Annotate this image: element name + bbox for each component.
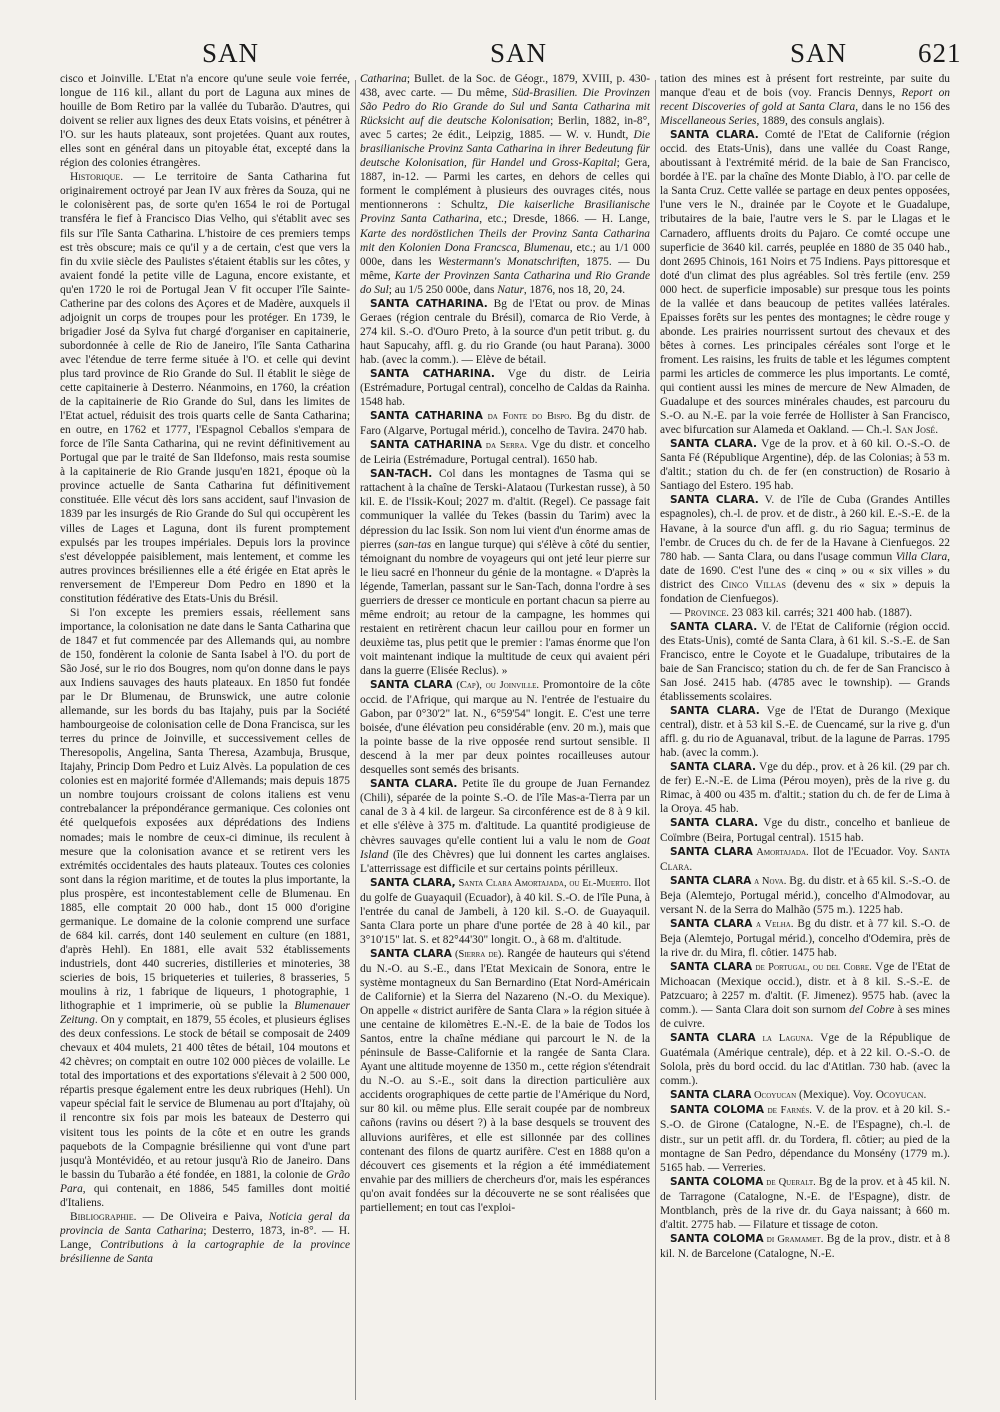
entry bbox=[360, 438, 650, 467]
entry-headword: SANTA CLARA. bbox=[670, 438, 757, 451]
italic-term: san-tas bbox=[398, 538, 432, 551]
small-caps-term: Cinco Villas bbox=[720, 578, 786, 591]
section-label: — Province. bbox=[670, 606, 729, 619]
entry-headword: SANTA CLARA bbox=[370, 679, 453, 692]
italic-title: Contributions à la cartographie de la province brésilienne de Santa bbox=[60, 1238, 350, 1265]
italic-title: Report on recent Discoveries of gold at Santa Clara bbox=[660, 87, 950, 114]
paragraph-text: , qui contenait, en 1886, 545 familles dont moitié d'Italiens. bbox=[60, 1182, 350, 1209]
entry-headword: SAN-TACH. bbox=[370, 468, 433, 481]
entry bbox=[660, 874, 950, 917]
italic-term: del Cobre bbox=[849, 1004, 895, 1017]
entry bbox=[660, 493, 950, 605]
paragraph-text: ; Desterro, 1873, in-8°. — H. Lange, bbox=[60, 1224, 350, 1251]
entry bbox=[660, 1103, 950, 1174]
entry-subhead: di Gramamet. bbox=[763, 1233, 824, 1245]
entry-text: (île des Chèvres) que lui donnent les cartes anglaises. L'atterrissage est difficile et sur certains points périlleux. bbox=[360, 848, 650, 875]
italic-title: Karte der Provinzen Santa Catharina und Rio Grande do Sul bbox=[360, 269, 650, 296]
entry bbox=[360, 367, 650, 409]
italic-title: Westermann's Monatschriften bbox=[437, 255, 577, 268]
entry-subhead: (Sierra de). bbox=[451, 948, 504, 960]
paragraph-text: . On y comptait, en 1879, 55 écoles, et plusieurs églises des deux confessions. Le stock de bétail se composait de 2409 chevaux et 404 mulets, 21 400 têtes de bétail, 104 moutons et 42 chèvres; on comptait en outre 102 000 pièces de volaille. Le total des importations et des exportations s'élevait à 2 500 000, répartis presque également entre les deux rubriques (Hehl). Un vapeur spécial fait le service de Blumenau au port d'Itajahy, où il rencontre six fois par mois les bateaux de Desterro qui visitent tous les points de la côte et en outre les grands paquebots de la Compagnie brésilienne qui vont d'une part jusqu'à Montévidéo, et au retour jusqu'à Rio de Janeiro. Dans le bassin du Tubarão a été fondée, en 1881, la colonie de bbox=[60, 1014, 350, 1181]
entry-subhead: da Fonte do Bispo. bbox=[482, 411, 572, 423]
entry-headword: SANTA COLOMA bbox=[670, 1232, 764, 1245]
entry bbox=[660, 1175, 950, 1232]
section-label: Bibliographie. bbox=[70, 1210, 137, 1223]
italic-title: Noticia geral da provincia de Santa Catharina bbox=[60, 1210, 350, 1237]
entry-text: Ilot de l'Ecuador. Voy. bbox=[808, 845, 923, 858]
paragraph-text: ; Gera, 1887, in-12. — Parmi les cartes, en dehors de celles qui forment le complément à plusieurs des ouvrages cités, nous mentionnerons : Schultz, bbox=[360, 157, 650, 212]
paragraph-text: , 1875. — Du même, bbox=[360, 255, 650, 282]
column-right bbox=[660, 72, 950, 1402]
italic-term: Goat Island bbox=[360, 834, 650, 861]
entry-headword: SANTA CLARA, bbox=[370, 876, 456, 889]
entry-subhead: de Queralt. bbox=[763, 1176, 816, 1188]
cross-reference: San José. bbox=[895, 424, 939, 437]
entry-headword: SANTA CLARA. bbox=[670, 620, 758, 633]
italic-title: Grão Para bbox=[60, 1168, 350, 1195]
column-rule bbox=[655, 80, 656, 1400]
paragraph-text: ; au 1/5 250 000e, dans bbox=[388, 283, 498, 296]
entry-headword: SANTA CATHARINA. bbox=[370, 367, 495, 380]
paragraph-text: , etc.; Dresde, 1866. — H. Lange, bbox=[479, 213, 650, 226]
italic-term: Villa Clara bbox=[895, 550, 948, 563]
text-columns bbox=[60, 72, 950, 1402]
paragraph bbox=[360, 72, 650, 297]
entry-text: Bg du distr. et à 77 kil. S.-O. de Beja (Alemtejo, Portugal mérid.), concelho d'Odemira, près de la rive dr. du Mira, fl. côtier. 1475 hab. bbox=[660, 917, 950, 959]
italic-title: Die brasilianische Provinz Santa Catharina in ihrer Bedeutung für deutsche Kolonisation, für Handel und Gross-Kapital bbox=[360, 129, 650, 170]
entry-text: Rangée de hauteurs qui s'étend du N.-O. au S.-E., dans l'Etat Mexicain de Sonora, entre le système montagneux du San Bernardino (Etat Nord-Américain de Californie) et la Sierra del Nazareno (N.-O. du Mexique). On appelle « district aurifère de Santa Clara » la région située à une centaine de kilomètres E.-N.-E. de la baie de Todos los Santos, entre la chaîne médiane qui parcourt le N. de la péninsule de Basse-Californie et la rangée de Santa Clara. Ayant une altitude moyenne de 1350 m., cette région s'étendrait du N.-O. au S.-E., soit dans la direction particulière aux accidents orographiques de cette partie de l'Amérique du Nord, sur 80 kil. ou même plus. Elle serait coupée par de nombreux cañons (ravins ou désert ?) à la base desquels se trouvent des alluvions aurifères, et elle est sillonnée par des collines contenant des filons de quartz aurifère. C'est en 1888 qu'on a découvert ces gisements et la région a été immédiatement envahie par des milliers de chercheurs d'or, mais les espérances qu'on avait fondées sur la découverte ne se sont réalisées que partiellement; en tout cas l'exploi- bbox=[360, 947, 650, 1214]
paragraph: cisco et Joinville. L'Etat n'a encore qu'une seule voie ferrée, longue de 116 kil., allant du port de Laguna aux mines de houille de Bom Retiro par la vallée du Tubarão. D'autres, qui doivent se relier aux lignes des deux Etats voisins, et pénétrer à l'O. sur les hauts plateaux, sont projetées. Quant aux routes, elles sont en général dans un pitoyable état, excepté dans la région des colonies étrangères. bbox=[60, 73, 350, 170]
entry-text: 23 083 kil. carrés; 321 400 hab. (1887). bbox=[728, 606, 913, 619]
italic-title: Süd-Brasilien. Die Provinzen São Pedro do Rio Grande do Sul und Santa Catharina mit Rücksicht auf die deutsche Kolonisation bbox=[360, 87, 650, 128]
entry-text: Bg de la prov., distr. et à 8 kil. N. de Barcelone (Catalogne, N.-E. bbox=[660, 1232, 950, 1260]
entry bbox=[660, 1088, 950, 1103]
paragraph-text: tation des mines est à présent fort restreinte, par suite du manque d'eau et de bois (voy. Francis Dennys, bbox=[660, 73, 950, 100]
entry-text: V. de l'Etat de Californie (région occid. des Etats-Unis), comté de Santa Clara, à 61 kil. S.-S.-E. de San Francisco, entre le Coyote et le Guadalupe, tributaires de la baie de San Francisco; station du ch. de fer de San Francisco à San José. 2415 hab. (4785 avec le township). — Grands établissements scolaires. bbox=[660, 620, 950, 704]
italic-title: Catharina bbox=[360, 73, 407, 85]
entry-text: Petite île du groupe de Juan Fernandez (Chili), séparée de la pointe S.-O. de l'île Mas-a-Tierra par un canal de 3 à 4 kil. de largeur. Sa circonférence est de 8 à 9 kil. et elle s'élève à 375 m. d'altitude. La quantité prodigieuse de chèvres sauvages qu'elle contient lui a valu le nom de bbox=[360, 778, 650, 847]
entry-subhead: la Laguna. bbox=[755, 1033, 814, 1045]
entry-subhead: de Portugal, ou del Cobre. bbox=[752, 961, 872, 973]
running-head-center: SAN bbox=[490, 38, 548, 68]
entry bbox=[360, 777, 650, 875]
entry-headword: SANTA COLOMA bbox=[670, 1175, 764, 1188]
entry-headword: SANTA CLARA bbox=[670, 1032, 756, 1045]
entry bbox=[360, 876, 650, 947]
entry-text: Comté de l'Etat de Californie (région occid. des Etats-Unis), dans une vallée du Coast Range, aboutissant à l'extrémité mérid. de la baie de San Francisco, bordée à l'E. par la chaîne des Monte Diablo, à l'O. par celle de la Santa Cruz. Cette vallée se partage en deux pentes opposées, l'une vers le N., drainée par le Coyote et le Guadalupe, tributaires de la baie, l'autre vers le S. par le Llagas et le Carnadero, affluents droits du Pajaro. Ce comté occupe une superficie de 3640 kil. carrés, peuplée en 1880 de 35 040 hab., dont 2695 Chinois, 161 Noirs et 75 Indiens. Pays pittoresque et doté d'un climat des plus agréables. Sol très fertile (env. 259 000 hect. de superficie imposable) sur presque tous les points de la vallée et dans beaucoup de petites vallées latérales. Epaisses forêts sur les pentes des montagnes; le cèdre rouge y abonde. Les prairies nourrissent surtout des chevaux et des bêtes à cornes. Les principales céréales sont l'orge et le froment. Les raisins, les fruits de table et les légumes comptent parmi les articles de commerce les plus importants. Le comté, qui contient aussi les mines de mercure de New Almaden, de Guadalupe et des sources minérales chaudes, est parcouru du S.-O. au N.-E. par la voie ferrée de Hollister à San Francisco, avec bifurcation sur Alameda et Oakland. — Ch.-l. bbox=[660, 129, 950, 437]
entry-text: (Mexique). Voy. bbox=[796, 1089, 876, 1102]
entry-subhead: Santa Clara Amortajada, ou El-Muerto. bbox=[455, 877, 632, 889]
entry-text: Ilot du golfe de Guayaquil (Ecuador), à 40 kil. S.-O. de l'île Puna, à l'entrée du canal de Jambeli, à 120 kil. S.-O. de Guayaquil. Santa Clara porte un phare d'une portée de 28 à 40 kil., par 3°10'15" lat. S. et 82°44'30" longit. O., à 68 m. d'altitude. bbox=[360, 876, 650, 946]
entry-subhead: Ocoyucan bbox=[751, 1090, 797, 1102]
cross-reference: Ocoyucan. bbox=[875, 1089, 927, 1102]
entry-headword: SANTA CLARA. bbox=[670, 705, 760, 718]
entry-text: Vge de l'Etat de Durango (Mexique central), distr. et à 53 kil S.-E. de Cuencamé, sur la rive g. d'un affl. g. du rio de Aguanaval, tribut. de la lagune de Parras. 1795 hab. (avec la comm.). bbox=[660, 705, 950, 760]
entry-text: , date de 1690. C'est l'une des « cinq » ou « six villes » du district des bbox=[660, 550, 950, 591]
column-left bbox=[60, 72, 350, 1402]
entry-headword: SANTA CLARA. bbox=[670, 129, 759, 142]
running-head-right: SAN bbox=[790, 38, 848, 68]
entry-text: Col dans les montagnes de Tasma qui se rattachent à la chaîne de Terski-Alataou (Turkestan russe), à 50 kil. E. de l'Issik-Koul; 2027 m. d'altit. (Regel). Ce passage fait communiquer la vallée du Tekes (bassin du Tarim) avec la dépression du lac Issik. Son nom lui vient d'un énorme amas de pierres ( bbox=[360, 468, 650, 551]
italic-title: Miscellaneous Series bbox=[660, 115, 757, 128]
cross-reference: Santa Clara. bbox=[660, 845, 950, 873]
entry-text: Vge de la République de Guatémala (Amérique centrale), dép. et à 22 kil. O.-S.-O. de Solola, près du bord occid. du lac d'Atitlan. 730 hab. (avec la comm.). bbox=[660, 1032, 950, 1088]
entry-text: Bg de l'Etat ou prov. de Minas Geraes (région centrale du Brésil), comarca de Rio Verde, à 274 kil. S.-O. d'Ouro Preto, à la source d'un petit tribut. g. du haut Sapucahy, affl. g. du rio Grande (ou haut Parana). 3000 hab. (avec la comm.). — Elève de bétail. bbox=[360, 297, 650, 366]
entry bbox=[660, 917, 950, 960]
entry-subhead: (Cap), ou Joinville. bbox=[452, 680, 539, 692]
entry bbox=[660, 960, 950, 1031]
entry-headword: SANTA CLARA bbox=[370, 947, 452, 960]
entry-text: Vge du distr. de Leiria (Estrémadure, Portugal central), concelho de Caldas da Rainha. 1548 hab. bbox=[360, 367, 650, 409]
italic-title: Blumenauer Zeitung bbox=[60, 1000, 350, 1027]
entry-text: Vge du distr., concelho et banlieue de Coïmbre (Beira, Portugal central). 1515 hab. bbox=[660, 817, 950, 844]
entry-text: Vge de la prov. et à 60 kil. O.-S.-O. de Santa Fé (République Argentine), dép. de las Colonias; à 53 m. d'altit.; station du ch. de fer (en construction) de Rosario à Santiago del Estero. 195 hab. bbox=[660, 438, 950, 493]
entry-text: Vge du distr. et concelho de Leiria (Estrémadure, Portugal central). 1650 hab. bbox=[360, 439, 650, 467]
paragraph-text: — Le territoire de Santa Catharina fut originairement octroyé par Jean IV aux frères da Souza, qui ne le colonisèrent pas, de sorte qu'en 1654 le roi de Portugal transféra le fief à Francisco Dias Velho, qui s'établit avec ses fils sur l'île Santa Catharina. L'histoire de ces premiers temps est très obscure; mais ce qu'il y a de certain, c'est que vers la fin du xviie siècle des Paulistes s'étaient établis sur les côtes, y avaient fondé la petite ville de Laguna, encore existante, et qu'en 1720 le roi de Portugal Jean V fit occuper l'île Sainte-Catherine par des colons des Açores et de Madère, auxquels il adjoignit un corps de troupes pour les protéger. En 1739, le brigadier José da Sylva fut chargé d'organiser en capitainerie, subordonnée à celle de Rio de Janeiro, l'île Santa Catharina avec l'étendue de terre ferme située à l'O. et celle qui devint plus tard province de Rio Grande do Sul. Il établit le siège de cette capitainerie à Desterro. Néanmoins, en 1760, la création de la capitainerie de Rio Grande do Sul, dans les limites de l'Etat actuel, réduisit des trois quarts celle de Santa Catharina; en outre, en 1762 et 1777, l'Espagnol Ceballos s'empara de force de l'île Santa Catharina, qui ne revint définitivement au Portugal que par le traité de San Ildefonso, mais resta soumise à la capitainerie de Rio Grande jusqu'en 1821, époque où la province actuelle de Santa Catharina fut définitivement constituée. Elle vécut dès lors sans accident, sauf l'invasion de 1839 par les insurgés de Rio Grande do Sul qui occupèrent les villes de Lages et Laguna, dont ils furent promptement expulsés par les troupes impériales. Depuis lors la province s'est développée paisiblement, mais lentement, et comme les autres provinces brésiliennes elle a été érigée en Etat après le renversement de l'Empereur Dom Pedro en 1890 et la constitution fédérative des Etats-Unis du Brésil. bbox=[60, 171, 350, 605]
entry bbox=[660, 760, 950, 816]
paragraph-text: , 1889, des consuls anglais). bbox=[756, 115, 885, 128]
entry-headword: SANTA CATHARINA bbox=[370, 410, 483, 423]
entry-headword: SANTA CLARA bbox=[670, 1089, 752, 1102]
entry bbox=[660, 437, 950, 493]
italic-title: Die kaiserliche Brasilianische Provinz Santa Catharina bbox=[360, 199, 650, 226]
entry-headword: SANTA CLARA. bbox=[670, 494, 759, 507]
paragraph-text: , 1876, nos 18, 20, 24. bbox=[523, 283, 626, 296]
entry bbox=[660, 606, 950, 620]
entry bbox=[660, 128, 950, 437]
entry-text: Bg du distr. de Faro (Algarve, Portugal mérid.), concelho de Tavira. 2470 hab. bbox=[360, 410, 650, 438]
entry-text: Bg de la prov. et à 45 kil. N. de Tarragone (Catalogne, N.-E. de l'Espagne), distr. de Montblanch, près de la rive dr. du Gaya naissant; à 660 m. d'altit. 2775 hab. — Filature et tissage de coton. bbox=[660, 1175, 950, 1231]
entry-text: à ses mines de cuivre. bbox=[660, 1004, 950, 1031]
entry bbox=[660, 704, 950, 760]
entry-subhead: de Farnés. bbox=[764, 1105, 812, 1117]
entry bbox=[660, 1031, 950, 1088]
paragraph bbox=[60, 606, 350, 1210]
entry bbox=[360, 947, 650, 1215]
entry-text: Promontoire de la côte occid. de l'Afrique, qui marque au N. l'entrée de l'estuaire du Gabon, par 0°30'2" lat. N., 6°59'54" longit. E. C'est une terre boisée, d'une élévation peu considérable (env. 20 m.), mais que la pointe basse de la rive opposée rend surtout sensible. Il descend à la mer par deux pointes rocailleuses autour desquelles sont semés des brisants. bbox=[360, 679, 650, 777]
entry-text: V. de la prov. et à 20 kil. S.-S.-O. de Girone (Catalogne, N.-E. de l'Espagne), ch.-l. de distr., sur un petit affl. dr. du Tordera, fl. côtier; au pied de la montagne de San Pedro, dépendance du Monsény (1779 m.). 5165 hab. — Verreries. bbox=[660, 1104, 950, 1174]
entry bbox=[660, 1232, 950, 1261]
entry-subhead: da Serra. bbox=[481, 440, 528, 452]
entry bbox=[360, 409, 650, 438]
entry bbox=[360, 467, 650, 678]
entry bbox=[660, 845, 950, 874]
entry bbox=[660, 816, 950, 844]
paragraph-text: , dans le no 156 des bbox=[855, 101, 950, 114]
entry-subhead: a Velha. bbox=[752, 918, 794, 930]
entry-text: Vge du dép., prov. et à 26 kil. (29 par ch. de fer) E.-N.-E. de Lima (Pérou moyen), près de la rive g. du Rimac, à 400 ou 435 m. d'altit.; station du ch. de fer de Lima à la Oroya. 45 hab. bbox=[660, 761, 950, 816]
entry-headword: SANTA COLOMA bbox=[670, 1104, 765, 1117]
entry-text: V. de l'île de Cuba (Grandes Antilles espagnoles), ch.-l. de prov. et de distr., à 260 kil. E.-S.-E. de la Havane, à la source d'un affl. g. du rio Sagua; terminus de l'embr. de Cruces du ch. de fer de la Havane à Cienfuegos. 22 780 hab. — Santa Clara, ou dans l'usage commun bbox=[660, 494, 950, 563]
paragraph-text: ; Berlin, 1882, in-8°, avec 5 cartes; 2e édit., Leipzig, 1885. — W. v. Hundt, bbox=[360, 115, 650, 142]
entry-subhead: a Nova. bbox=[751, 875, 787, 887]
paragraph-text: — De Oliveira e Paiva, bbox=[136, 1210, 269, 1223]
entry-text: (devenu des « six » depuis la fondation de Cienfuegos). bbox=[660, 578, 950, 605]
running-head-left: SAN bbox=[202, 38, 260, 68]
paragraph bbox=[660, 72, 950, 128]
entry-headword: SANTA CATHARINA bbox=[370, 439, 482, 452]
entry-headword: SANTA CLARA bbox=[670, 874, 752, 887]
paragraph bbox=[60, 170, 350, 605]
paragraph-text: , etc.; au 1/1 000 000e, dans les bbox=[360, 241, 650, 268]
column-rule bbox=[355, 80, 356, 1400]
paragraph-text: Si l'on excepte les premiers essais, réellement sans importance, la colonisation ne date dans le Santa Catharina que de 1847 et fut commencée par des Allemands qui, au nombre de 150, fondèrent la colonie de Santa Isabel à l'O. du port de São José, sur le rio dos Bougres, nom qu'on donne dans le pays aux Indiens sauvages des hauts plateaux. En 1850 fut fondée par le Dr Blumenau, de Brunswick, une autre colonie allemande, sur les bords du bas Itajahy, puis par la Société hambourgeoise de colonisation celle de Dona Francisca, sur les terres du prince de Joinville, et successivement celles de Theresopolis, Angelina, Santa Theresa, Azambuja, Brusque, Itajahy, Princip Dom Pedro et Luiz Alvès. La population de ces colonies est en majorité formée d'Allemands; mais depuis 1875 un nombre toujours croissant de colons italiens est venu contrebalancer la prépondérance germanique. Ces colonies ont été quelquefois exposées aux déprédations des Indiens nomades; mais le nombre de ceux-ci diminue, ils reculent à mesure que la colonisation avance et se retirent vers les extrémités occidentales des hauts plateaux. Toutes ces colonies sont dans la région maritime, et de toutes la plus importante, la plus prospère, est incontestablement celle de Blumenau. En 1885, elle comptait 20 000 hab., dont 15 000 d'origine germanique. Le domaine de la colonie comprend une surface de 684 kil. carrés, dont 140 seulement en culture (en 1881, d'après Hehl). En 1881, elle avait 532 établissements industriels, dont 440 sucreries, distilleries et minoteries, 38 scieries de bois, 15 briqueteries et tuileries, 8 brasseries, 5 moulins à riz, 1 fabrique de liqueurs, 1 photographie, 1 lithographie et 1 imprimerie, où se publie la bbox=[60, 606, 350, 1013]
entry-headword: SANTA CLARA bbox=[670, 845, 753, 858]
italic-title: Natur bbox=[497, 283, 524, 296]
italic-title: Karte des nordöstlichen Theils der Provinz Santa Catharina mit den Kolonien Dona Francsca, Blumenau bbox=[360, 227, 650, 254]
paragraph-text: ; Bullet. de la Soc. de Géogr., 1879, XVIII, p. 430-438, avec carte. — Du même, bbox=[360, 73, 650, 100]
paragraph bbox=[60, 1210, 350, 1266]
entry-headword: SANTA CLARA bbox=[670, 917, 753, 930]
page-number: 621 bbox=[918, 38, 962, 68]
entry-text: Bg. du distr. et à 65 kil. S.-S.-O. de Beja (Alemtejo, Portugal mérid.), concelho d'Almodovar, au versant N. de la Serra do Malhão (575 m.). 1225 hab. bbox=[660, 874, 950, 916]
entry-headword: SANTA CLARA bbox=[670, 960, 753, 973]
entry-text: Vge de l'Etat de Michoacan (Mexique occid.), distr. et à 8 kil. S.-S.-E. de Patzcuaro; à 2257 m. d'altit. (F. Jimenez). 9575 hab. (avec la comm.). — Santa Clara doit son surnom bbox=[660, 960, 950, 1017]
entry-headword: SANTA CATHARINA. bbox=[370, 297, 488, 310]
entry-text: en langue turque) qui s'élève à côté du sentier, témoignant du nombre de voyageurs qui ont jeté leur pierre sur le lieu sacré en l'honneur du génie de la montagne. « D'après la légende, Tamerlan, passant sur le San-Tach, donna l'ordre à ses guerriers de dresser ce monticule en portant chacun sa pierre au même endroit; au retour de la campagne, les hommes qui restaient en retirèrent chacun leur caillou pour en former un deuxième tas, plus petit que le premier : l'amas énorme que l'on voit maintenant indique la multitude de ceux qui avaient péri dans la guerre (Elisée Reclus). » bbox=[360, 538, 650, 677]
entry bbox=[360, 678, 650, 777]
entry bbox=[660, 620, 950, 704]
section-label: Historique. bbox=[70, 171, 124, 184]
entry-headword: SANTA CLARA. bbox=[670, 817, 759, 830]
column-middle bbox=[360, 72, 650, 1402]
running-head bbox=[70, 38, 962, 72]
entry-headword: SANTA CLARA. bbox=[370, 778, 458, 791]
entry-headword: SANTA CLARA. bbox=[670, 761, 756, 774]
entry-subhead: Amortajada. bbox=[752, 846, 809, 858]
entry bbox=[360, 297, 650, 367]
